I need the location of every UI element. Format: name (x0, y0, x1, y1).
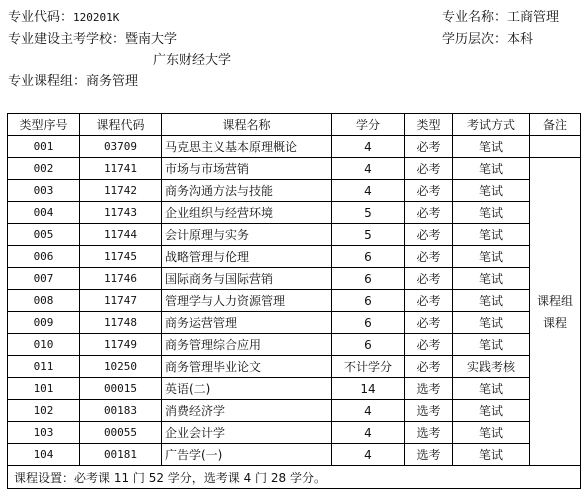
row-seq: 005 (8, 224, 80, 246)
row-type: 选考 (405, 400, 453, 422)
school (8, 31, 177, 49)
row-note (530, 136, 581, 158)
row-seq: 101 (8, 378, 80, 400)
row-code: 11748 (80, 312, 162, 334)
row-code: 11743 (80, 202, 162, 224)
header-credit: 学分 (332, 114, 405, 136)
row-seq: 104 (8, 444, 80, 466)
course-table (7, 113, 581, 489)
row-code: 00181 (80, 444, 162, 466)
row-credit: 4 (332, 422, 405, 444)
row-exam: 笔试 (453, 334, 530, 356)
course-summary: 课程设置：必考课 11 门 52 学分，选考课 4 门 28 学分。 (8, 466, 581, 489)
row-exam: 笔试 (453, 444, 530, 466)
row-name: 广告学(一) (162, 444, 332, 466)
row-exam: 笔试 (453, 378, 530, 400)
row-name: 企业组织与经营环境 (162, 202, 332, 224)
row-code: 11741 (80, 158, 162, 180)
course-group (8, 73, 138, 91)
note-line-1: 课程组 (536, 293, 573, 308)
row-type: 必考 (405, 268, 453, 290)
row-seq: 102 (8, 400, 80, 422)
header-type: 类型 (405, 114, 453, 136)
row-seq: 010 (8, 334, 80, 356)
row-name: 消费经济学 (162, 400, 332, 422)
row-credit: 5 (332, 224, 405, 246)
summary-row (8, 466, 581, 489)
row-code: 00183 (80, 400, 162, 422)
row-seq: 004 (8, 202, 80, 224)
table-row (8, 268, 581, 290)
table-row (8, 180, 581, 202)
row-seq: 011 (8, 356, 80, 378)
table-row (8, 246, 581, 268)
row-name: 商务运营管理 (162, 312, 332, 334)
school-2: 广东财经大学 (153, 53, 232, 68)
row-name: 英语(二) (162, 378, 332, 400)
row-exam: 笔试 (453, 202, 530, 224)
table-row (8, 312, 581, 334)
table-row (8, 422, 581, 444)
row-seq: 008 (8, 290, 80, 312)
row-exam: 笔试 (453, 312, 530, 334)
row-code: 11749 (80, 334, 162, 356)
table-row (8, 224, 581, 246)
row-exam: 笔试 (453, 422, 530, 444)
row-exam: 笔试 (453, 246, 530, 268)
row-code: 10250 (80, 356, 162, 378)
row-type: 必考 (405, 290, 453, 312)
table-row (8, 202, 581, 224)
header-exam: 考试方式 (453, 114, 530, 136)
row-name: 商务管理毕业论文 (162, 356, 332, 378)
row-credit: 14 (332, 378, 405, 400)
row-code: 00055 (80, 422, 162, 444)
row-type: 必考 (405, 136, 453, 158)
row-credit: 6 (332, 334, 405, 356)
row-name: 马克思主义基本原理概论 (162, 136, 332, 158)
row-credit: 4 (332, 180, 405, 202)
row-seq: 007 (8, 268, 80, 290)
table-row (8, 356, 581, 378)
row-exam: 笔试 (453, 158, 530, 180)
header-code: 课程代码 (80, 114, 162, 136)
table-row (8, 444, 581, 466)
row-code: 11746 (80, 268, 162, 290)
group-label: 专业课程组： (8, 74, 87, 89)
row-name: 国际商务与国际营销 (162, 268, 332, 290)
level-value: 本科 (507, 32, 534, 47)
row-credit: 4 (332, 136, 405, 158)
table-row (8, 136, 581, 158)
row-credit: 6 (332, 268, 405, 290)
row-exam: 笔试 (453, 180, 530, 202)
row-type: 必考 (405, 180, 453, 202)
row-type: 必考 (405, 246, 453, 268)
major-code-value: 120201K (73, 11, 120, 24)
table-row (8, 334, 581, 356)
table-row (8, 158, 581, 180)
table-row (8, 378, 581, 400)
major-name-label: 专业名称： (442, 10, 508, 25)
row-name: 企业会计学 (162, 422, 332, 444)
row-type: 必考 (405, 334, 453, 356)
row-credit: 不计学分 (332, 356, 405, 378)
row-seq: 006 (8, 246, 80, 268)
row-code: 11745 (80, 246, 162, 268)
row-exam: 笔试 (453, 290, 530, 312)
note-line-2: 课程 (542, 315, 567, 330)
header-seq: 类型序号 (8, 114, 80, 136)
level-label: 学历层次： (442, 32, 508, 47)
row-name: 商务沟通方法与技能 (162, 180, 332, 202)
row-name: 管理学与人力资源管理 (162, 290, 332, 312)
group-value: 商务管理 (86, 74, 139, 89)
row-name: 战略管理与伦理 (162, 246, 332, 268)
row-seq: 003 (8, 180, 80, 202)
row-type: 必考 (405, 224, 453, 246)
row-name: 市场与市场营销 (162, 158, 332, 180)
row-type: 必考 (405, 202, 453, 224)
education-level (442, 31, 533, 49)
row-code: 11747 (80, 290, 162, 312)
row-name: 会计原理与实务 (162, 224, 332, 246)
row-seq: 009 (8, 312, 80, 334)
major-code (8, 9, 119, 27)
school-label: 专业建设主考学校： (8, 32, 126, 47)
table-row (8, 400, 581, 422)
row-type: 必考 (405, 312, 453, 334)
row-credit: 6 (332, 312, 405, 334)
row-credit: 4 (332, 444, 405, 466)
row-seq: 001 (8, 136, 80, 158)
table-header-row (8, 114, 581, 136)
row-exam: 实践考核 (453, 356, 530, 378)
header-note: 备注 (530, 114, 581, 136)
row-credit: 4 (332, 400, 405, 422)
course-group-note (530, 158, 581, 466)
row-code: 00015 (80, 378, 162, 400)
row-credit: 5 (332, 202, 405, 224)
row-credit: 6 (332, 290, 405, 312)
major-name (442, 9, 559, 27)
school-1: 暨南大学 (125, 32, 178, 47)
row-seq: 103 (8, 422, 80, 444)
row-type: 必考 (405, 158, 453, 180)
row-credit: 4 (332, 158, 405, 180)
row-exam: 笔试 (453, 224, 530, 246)
row-seq: 002 (8, 158, 80, 180)
row-exam: 笔试 (453, 400, 530, 422)
major-name-value: 工商管理 (507, 10, 560, 25)
row-code: 11742 (80, 180, 162, 202)
row-credit: 6 (332, 246, 405, 268)
row-type: 选考 (405, 422, 453, 444)
row-code: 11744 (80, 224, 162, 246)
row-exam: 笔试 (453, 268, 530, 290)
row-name: 商务管理综合应用 (162, 334, 332, 356)
row-exam: 笔试 (453, 136, 530, 158)
row-type: 选考 (405, 378, 453, 400)
table-row (8, 290, 581, 312)
row-type: 选考 (405, 444, 453, 466)
row-type: 必考 (405, 356, 453, 378)
row-code: 03709 (80, 136, 162, 158)
header-name: 课程名称 (162, 114, 332, 136)
major-code-label: 专业代码： (8, 10, 74, 25)
